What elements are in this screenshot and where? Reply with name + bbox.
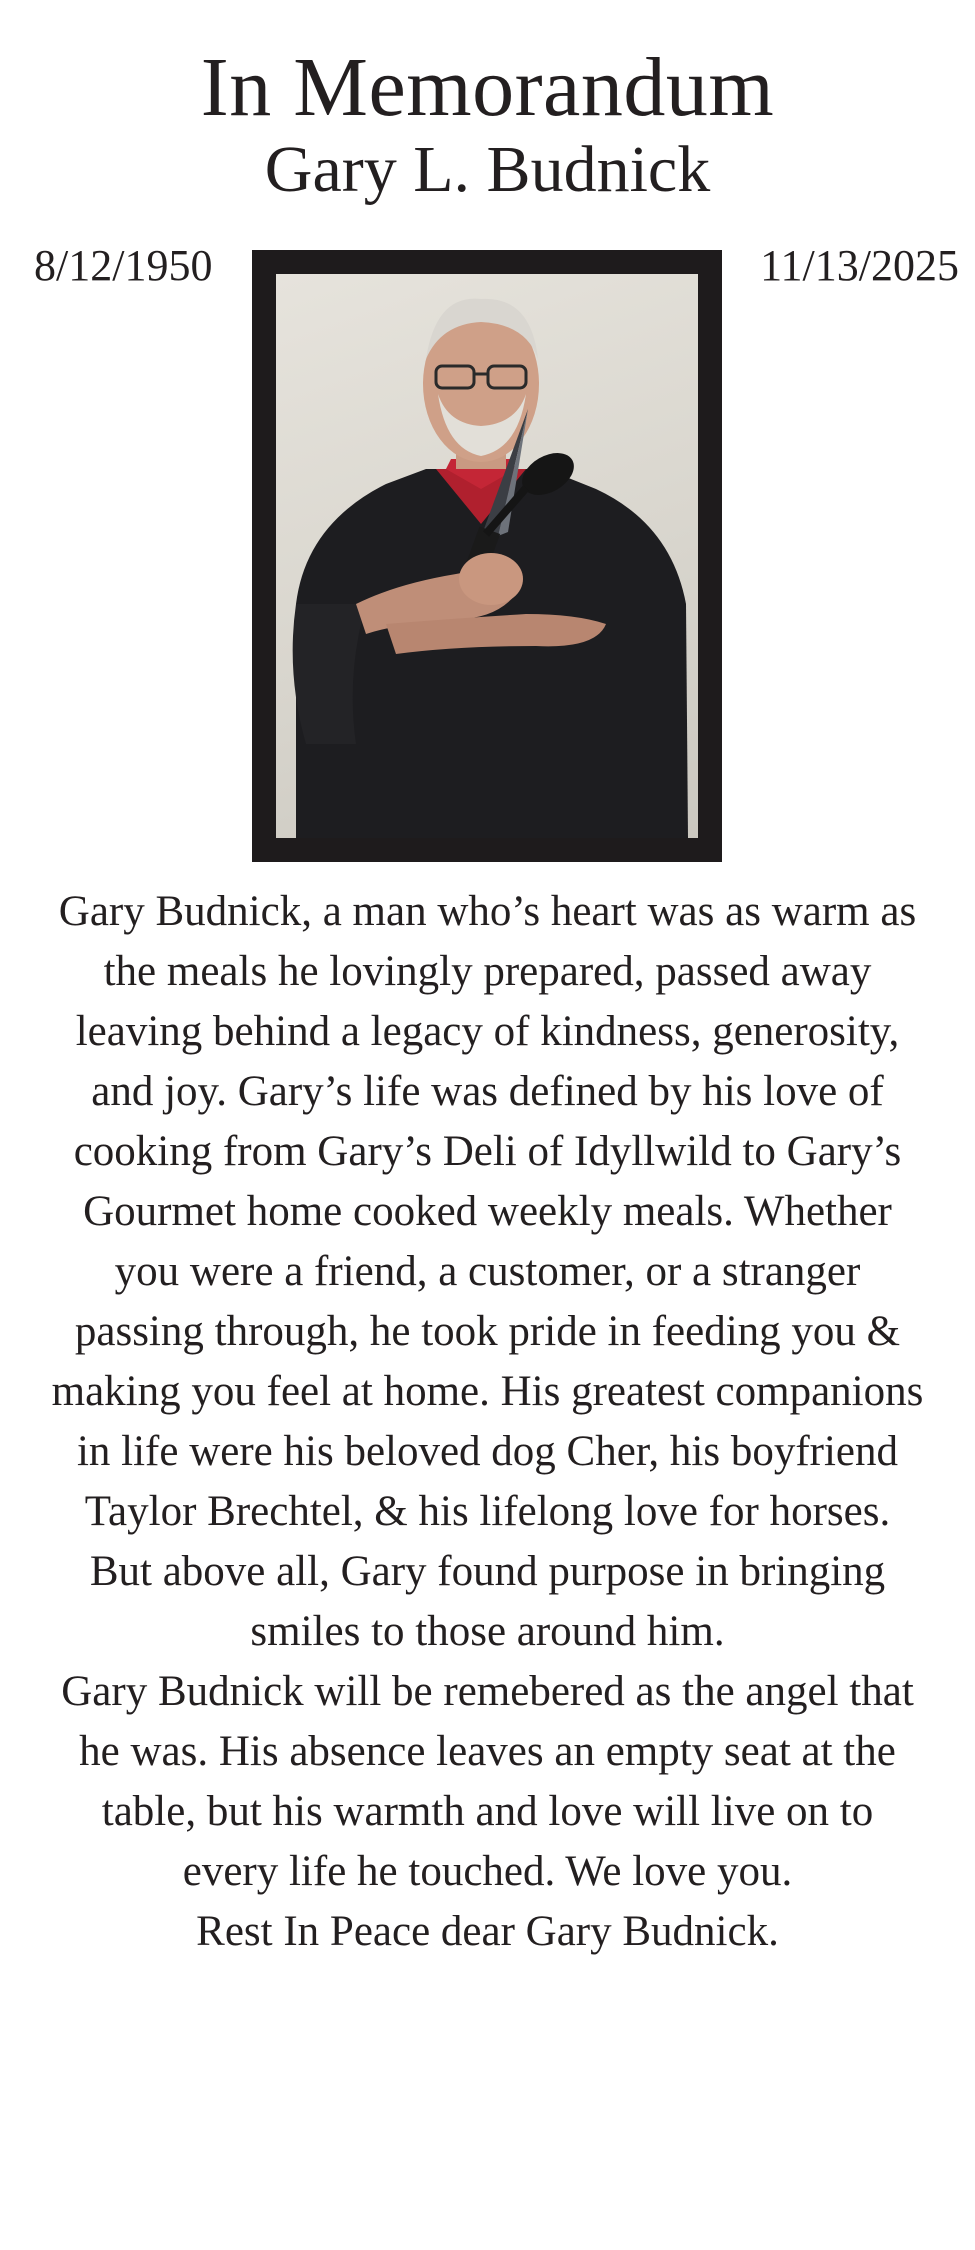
obituary-paragraph-1: Gary Budnick, a man who’s heart was as warm as the meals he lovingly prepared, passed away leaving behind a legacy of kindness, generosity, and joy. Gary’s life was defined by his love of cooking from Gary’s Deli of Idyllwild to Gary’s Gourmet home cooked weekly meals. Whether you were a friend, a customer, or a stranger passing through, he took pride in feeding you & making you feel at home. His greatest companions in life were his beloved dog Cher, his boyfriend Taylor Brechtel, & his lifelong love for horses. But above all, Gary found purpose in bringing smiles to those around him.: [51, 888, 924, 1655]
obituary-closing: Rest In Peace dear Gary Budnick.: [196, 1908, 779, 1955]
portrait-frame: [252, 250, 722, 862]
portrait-photo: [276, 274, 698, 838]
obituary-text: [50, 882, 925, 1962]
death-date: 11/13/2025: [760, 241, 959, 290]
portrait-illustration: [276, 274, 698, 838]
notice-title: In Memorandum: [200, 41, 775, 134]
deceased-name: Gary L. Budnick: [264, 133, 711, 206]
obituary-paragraph-2: Gary Budnick will be remebered as the angel that he was. His absence leaves an empty seat at the table, but his warmth and love will live on to every life he touched. We love you.: [61, 1668, 914, 1895]
birth-date: 8/12/1950: [34, 241, 213, 290]
